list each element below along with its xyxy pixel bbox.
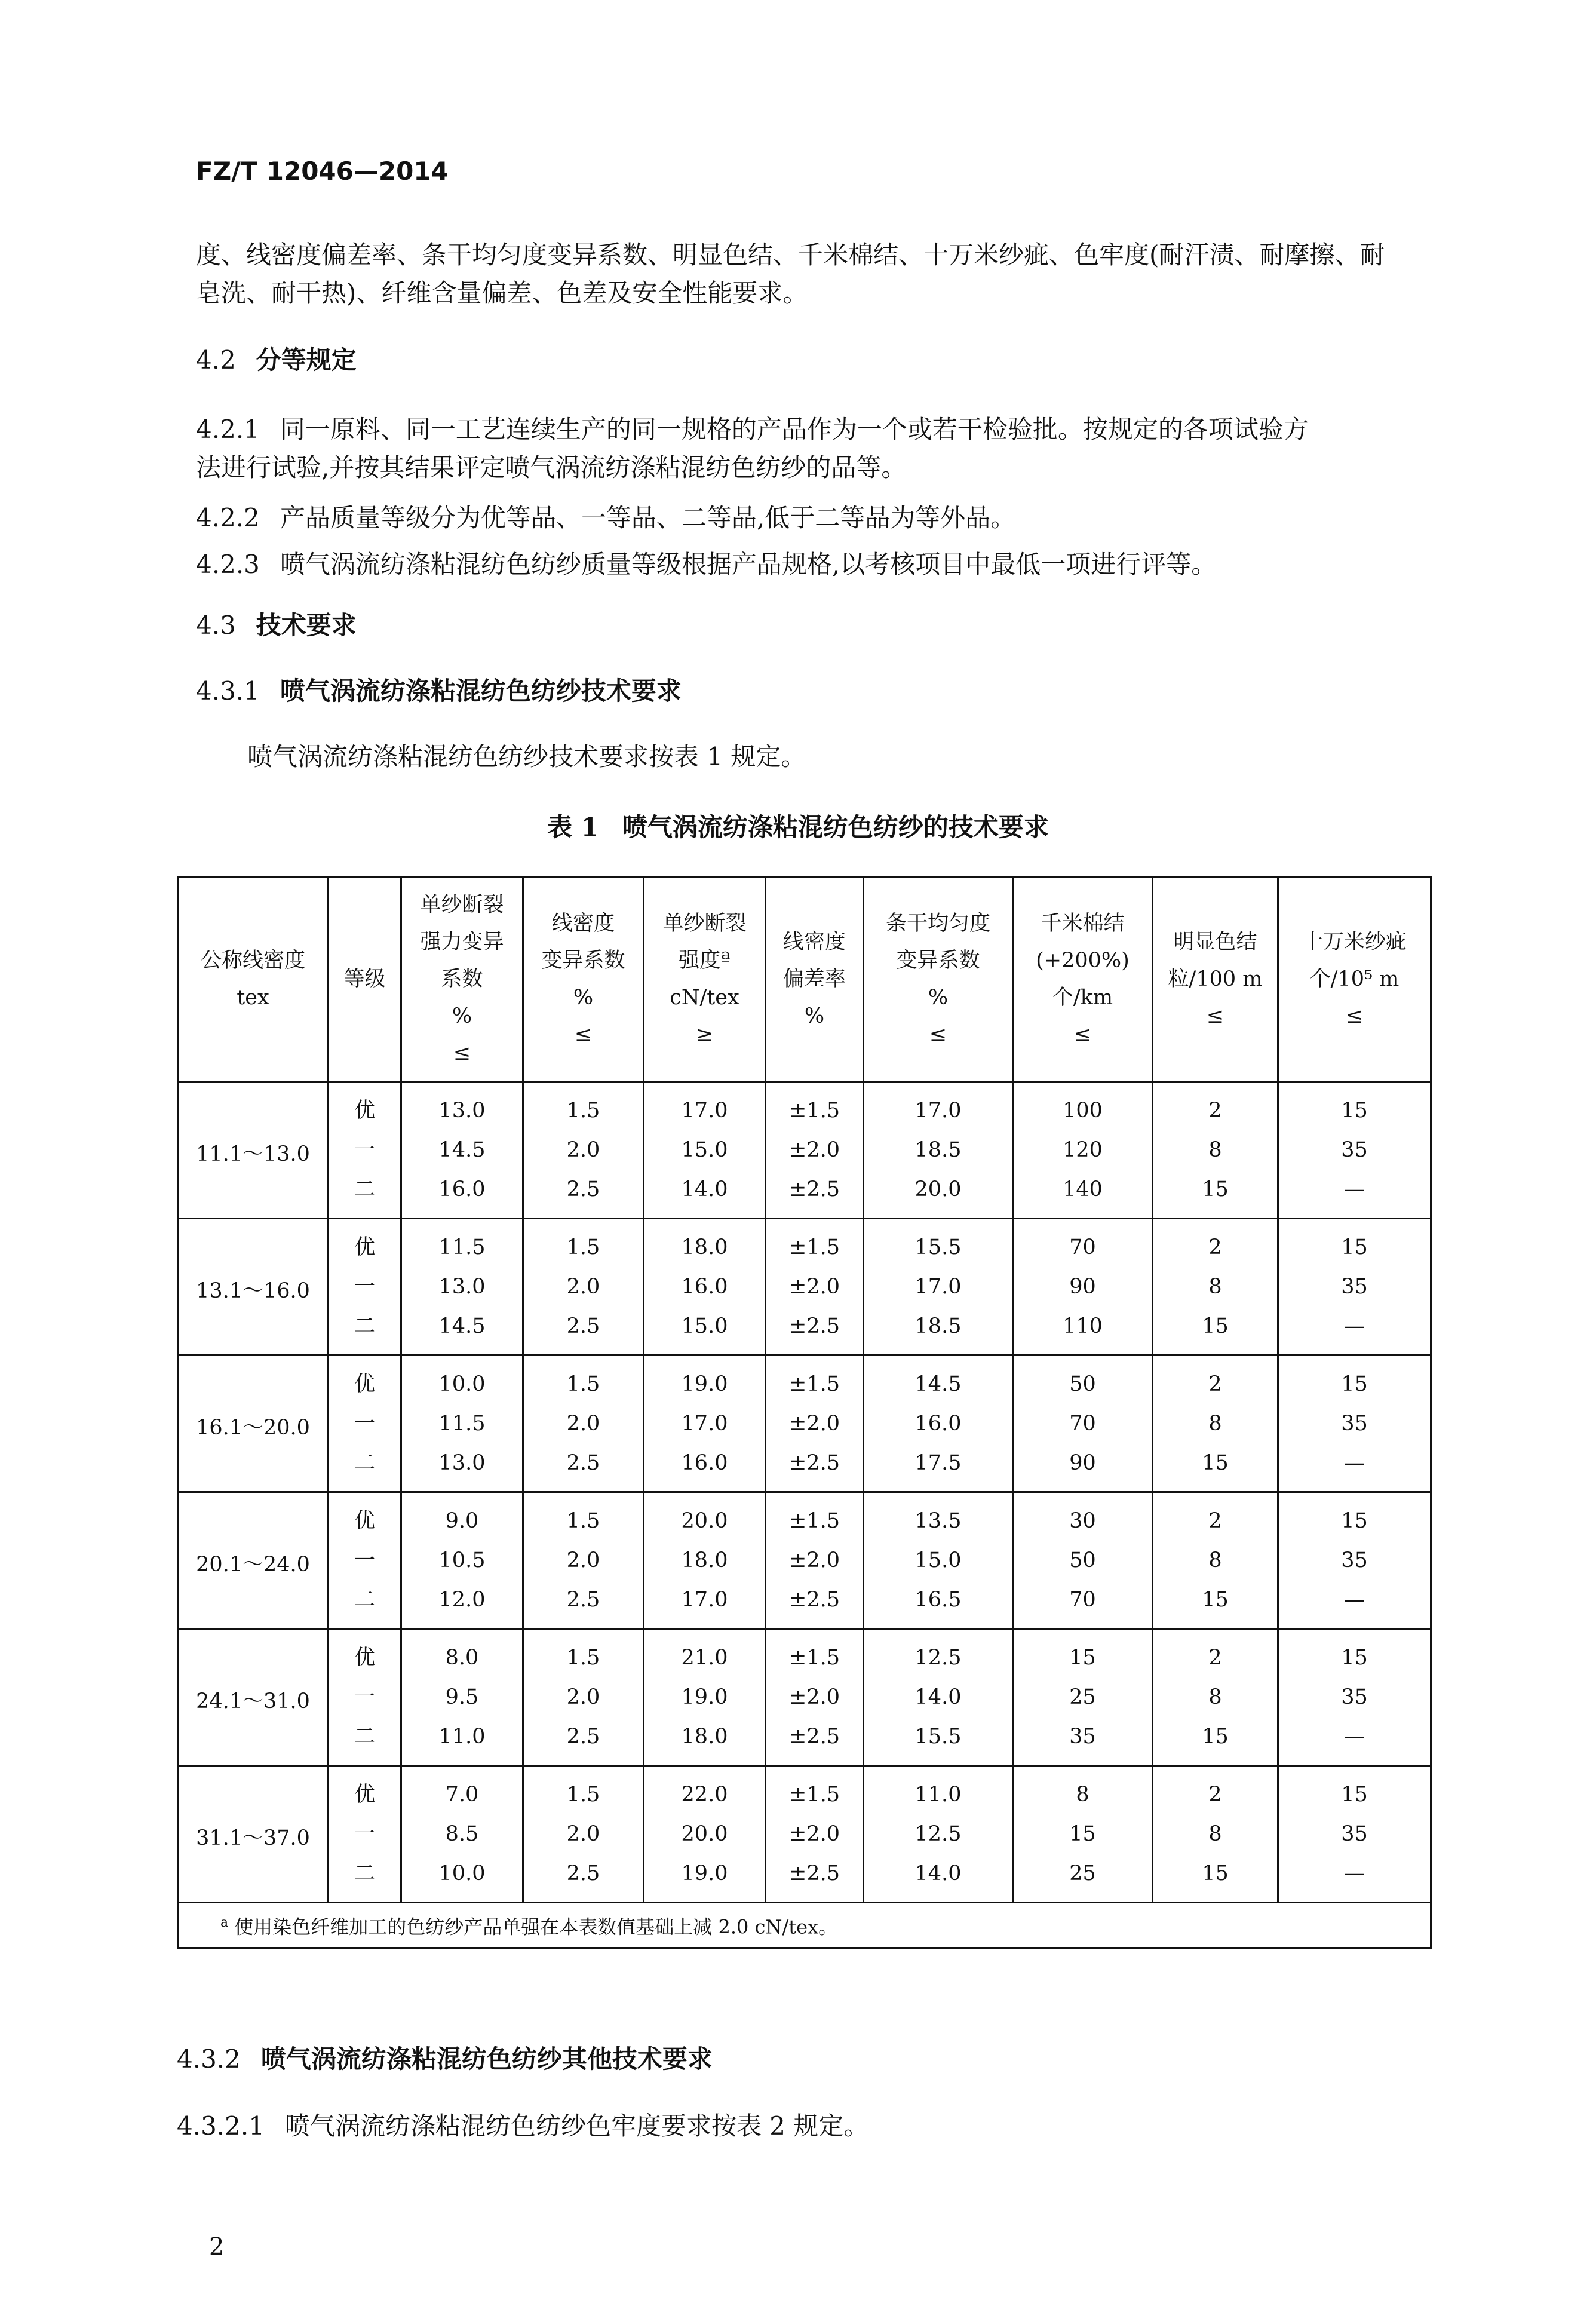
cell-evenness-cv: 20.0	[864, 1170, 1013, 1219]
cell-strength-cv: 7.0	[401, 1766, 523, 1815]
cell-evenness-cv: 11.0	[864, 1766, 1013, 1815]
cell-color-knots: 8	[1153, 1814, 1278, 1854]
col-header-density-cv: 线密度 变异系数 % ≤	[523, 877, 644, 1082]
table-row	[178, 1580, 1431, 1629]
cell-neps: 50	[1013, 1541, 1153, 1580]
cell-color-knots: 15	[1153, 1170, 1278, 1219]
cell-yarn-faults: 35	[1278, 1130, 1431, 1170]
table-header-row	[178, 877, 1431, 1082]
footnote-marker: a	[220, 1915, 229, 1930]
cell-density-deviation: ±1.5	[766, 1492, 864, 1541]
section-title: 技术要求	[256, 611, 357, 640]
table-row	[178, 1219, 1431, 1268]
cell-neps: 70	[1013, 1404, 1153, 1443]
cell-breaking-tenacity: 15.0	[644, 1307, 766, 1356]
cell-neps: 90	[1013, 1267, 1153, 1307]
cell-strength-cv: 8.0	[401, 1629, 523, 1678]
table-row	[178, 1307, 1431, 1356]
clause-number: 4.2.3	[196, 550, 260, 579]
cell-yarn-faults: 35	[1278, 1267, 1431, 1307]
cell-yarn-faults: 15	[1278, 1766, 1431, 1815]
clause-4-3-1-heading	[196, 674, 682, 709]
cell-density-deviation: ±2.5	[766, 1717, 864, 1766]
cell-density-deviation: ±1.5	[766, 1219, 864, 1268]
col-header-density-deviation: 线密度 偏差率 %	[766, 877, 864, 1082]
cell-neps: 70	[1013, 1219, 1153, 1268]
cell-color-knots: 15	[1153, 1443, 1278, 1492]
table-number: 表 1	[547, 812, 598, 842]
cell-strength-cv: 10.0	[401, 1356, 523, 1405]
col-header-evenness-cv: 条干均匀度 变异系数 % ≤	[864, 877, 1013, 1082]
cell-strength-cv: 10.5	[401, 1541, 523, 1580]
table-row	[178, 1541, 1431, 1580]
cell-strength-cv: 11.0	[401, 1717, 523, 1766]
cell-breaking-tenacity: 15.0	[644, 1130, 766, 1170]
cell-yarn-faults: 15	[1278, 1629, 1431, 1678]
footnote-text: 使用染色纤维加工的色纺纱产品单强在本表数值基础上减 2.0 cN/tex。	[234, 1915, 838, 1939]
clause-number: 4.3.2	[177, 2044, 241, 2074]
cell-breaking-tenacity: 16.0	[644, 1267, 766, 1307]
cell-density-cv: 2.5	[523, 1717, 644, 1766]
page-number: 2	[209, 2233, 225, 2261]
cell-grade: 一	[329, 1130, 401, 1170]
cell-color-knots: 8	[1153, 1541, 1278, 1580]
section-4-3-heading	[196, 608, 357, 643]
cell-yarn-faults: 35	[1278, 1404, 1431, 1443]
cell-evenness-cv: 15.5	[864, 1717, 1013, 1766]
section-title: 分等规定	[256, 345, 357, 375]
cell-nominal-density: 13.1～16.0	[178, 1219, 329, 1356]
cell-breaking-tenacity: 18.0	[644, 1219, 766, 1268]
cell-color-knots: 8	[1153, 1404, 1278, 1443]
cell-color-knots: 2	[1153, 1356, 1278, 1405]
cell-neps: 25	[1013, 1854, 1153, 1903]
cell-nominal-density: 11.1～13.0	[178, 1082, 329, 1219]
cell-yarn-faults: 35	[1278, 1678, 1431, 1717]
cell-breaking-tenacity: 22.0	[644, 1766, 766, 1815]
clause-text: 同一原料、同一工艺连续生产的同一规格的产品作为一个或若干检验批。按规定的各项试验方	[280, 415, 1309, 444]
cell-density-cv: 2.0	[523, 1814, 644, 1854]
cell-density-deviation: ±2.5	[766, 1580, 864, 1629]
cell-breaking-tenacity: 19.0	[644, 1356, 766, 1405]
table-row	[178, 1717, 1431, 1766]
cell-breaking-tenacity: 18.0	[644, 1717, 766, 1766]
cell-yarn-faults: 35	[1278, 1814, 1431, 1854]
col-header-grade: 等级	[329, 877, 401, 1082]
cell-color-knots: 8	[1153, 1130, 1278, 1170]
cell-evenness-cv: 14.5	[864, 1356, 1013, 1405]
cell-density-deviation: ±2.5	[766, 1443, 864, 1492]
cell-evenness-cv: 16.5	[864, 1580, 1013, 1629]
cell-nominal-density: 20.1～24.0	[178, 1492, 329, 1629]
cell-density-cv: 1.5	[523, 1492, 644, 1541]
cell-density-cv: 2.0	[523, 1404, 644, 1443]
cell-density-deviation: ±2.0	[766, 1267, 864, 1307]
cell-neps: 25	[1013, 1678, 1153, 1717]
cell-grade: 优	[329, 1356, 401, 1405]
section-number: 4.3	[196, 611, 236, 640]
cell-strength-cv: 13.0	[401, 1443, 523, 1492]
cell-evenness-cv: 13.5	[864, 1492, 1013, 1541]
cell-evenness-cv: 12.5	[864, 1629, 1013, 1678]
cell-strength-cv: 8.5	[401, 1814, 523, 1854]
cell-density-cv: 1.5	[523, 1629, 644, 1678]
cell-color-knots: 2	[1153, 1219, 1278, 1268]
cell-yarn-faults: 15	[1278, 1082, 1431, 1131]
cell-neps: 35	[1013, 1717, 1153, 1766]
cell-density-deviation: ±1.5	[766, 1356, 864, 1405]
table-row	[178, 1130, 1431, 1170]
cell-color-knots: 15	[1153, 1307, 1278, 1356]
cell-grade: 一	[329, 1678, 401, 1717]
cell-strength-cv: 14.5	[401, 1130, 523, 1170]
table-row	[178, 1854, 1431, 1903]
clause-number: 4.3.2.1	[177, 2111, 265, 2141]
cell-density-cv: 2.5	[523, 1307, 644, 1356]
clause-text: 产品质量等级分为优等品、一等品、二等品,低于二等品为等外品。	[280, 503, 1016, 532]
cell-grade: 优	[329, 1082, 401, 1131]
clause-4-2-2	[196, 501, 1015, 535]
table-row	[178, 1356, 1431, 1405]
col-header-neps-per-km: 千米棉结 (+200%) 个/km ≤	[1013, 877, 1153, 1082]
cell-density-cv: 2.0	[523, 1267, 644, 1307]
cell-grade: 一	[329, 1267, 401, 1307]
cell-density-deviation: ±2.5	[766, 1170, 864, 1219]
col-header-yarn-faults: 十万米纱疵 个/10⁵ m ≤	[1278, 877, 1431, 1082]
cell-strength-cv: 9.5	[401, 1678, 523, 1717]
cell-evenness-cv: 17.5	[864, 1443, 1013, 1492]
cell-nominal-density: 24.1～31.0	[178, 1629, 329, 1766]
cell-neps: 8	[1013, 1766, 1153, 1815]
cell-color-knots: 8	[1153, 1678, 1278, 1717]
cell-density-deviation: ±2.0	[766, 1814, 864, 1854]
cell-breaking-tenacity: 19.0	[644, 1678, 766, 1717]
cell-strength-cv: 12.0	[401, 1580, 523, 1629]
cell-yarn-faults: —	[1278, 1854, 1431, 1903]
cell-evenness-cv: 15.0	[864, 1541, 1013, 1580]
cell-breaking-tenacity: 17.0	[644, 1580, 766, 1629]
cell-evenness-cv: 17.0	[864, 1082, 1013, 1131]
cell-yarn-faults: —	[1278, 1170, 1431, 1219]
cell-grade: 一	[329, 1814, 401, 1854]
cell-density-deviation: ±2.0	[766, 1541, 864, 1580]
cell-yarn-faults: —	[1278, 1307, 1431, 1356]
cell-evenness-cv: 12.5	[864, 1814, 1013, 1854]
cell-neps: 15	[1013, 1814, 1153, 1854]
cell-density-deviation: ±2.5	[766, 1307, 864, 1356]
cell-neps: 15	[1013, 1629, 1153, 1678]
cell-strength-cv: 9.0	[401, 1492, 523, 1541]
cell-density-cv: 2.0	[523, 1130, 644, 1170]
cell-breaking-tenacity: 20.0	[644, 1492, 766, 1541]
cell-grade: 二	[329, 1580, 401, 1629]
cell-color-knots: 15	[1153, 1717, 1278, 1766]
clause-title: 喷气涡流纺涤粘混纺色纺纱技术要求	[280, 676, 682, 706]
cell-density-deviation: ±2.0	[766, 1678, 864, 1717]
cell-color-knots: 2	[1153, 1629, 1278, 1678]
technical-requirements-table	[177, 876, 1432, 1949]
cell-yarn-faults: —	[1278, 1717, 1431, 1766]
table-caption	[0, 808, 1596, 844]
cell-density-cv: 1.5	[523, 1766, 644, 1815]
table-row	[178, 1267, 1431, 1307]
clause-4-3-2-heading	[177, 2042, 713, 2077]
cell-strength-cv: 11.5	[401, 1404, 523, 1443]
cell-evenness-cv: 17.0	[864, 1267, 1013, 1307]
cell-nominal-density: 16.1～20.0	[178, 1356, 329, 1492]
cell-grade: 一	[329, 1541, 401, 1580]
cell-density-cv: 2.0	[523, 1541, 644, 1580]
cell-density-cv: 2.5	[523, 1443, 644, 1492]
clause-number: 4.2.2	[196, 503, 260, 532]
col-header-nominal-density: 公称线密度 tex	[178, 877, 329, 1082]
clause-title: 喷气涡流纺涤粘混纺色纺纱其他技术要求	[260, 2044, 713, 2074]
cell-evenness-cv: 16.0	[864, 1404, 1013, 1443]
cell-strength-cv: 10.0	[401, 1854, 523, 1903]
cell-neps: 90	[1013, 1443, 1153, 1492]
cell-evenness-cv: 18.5	[864, 1130, 1013, 1170]
cell-breaking-tenacity: 20.0	[644, 1814, 766, 1854]
cell-neps: 30	[1013, 1492, 1153, 1541]
paragraph-line: 喷气涡流纺涤粘混纺色纺纱技术要求按表 1 规定。	[247, 742, 806, 771]
cell-yarn-faults: —	[1278, 1580, 1431, 1629]
clause-text: 喷气涡流纺涤粘混纺色纺纱色牢度要求按表 2 规定。	[284, 2111, 869, 2141]
cell-grade: 二	[329, 1717, 401, 1766]
table-row	[178, 1404, 1431, 1443]
cell-color-knots: 15	[1153, 1854, 1278, 1903]
table-row	[178, 1814, 1431, 1854]
col-header-color-knots: 明显色结 粒/100 m ≤	[1153, 877, 1278, 1082]
document-header: FZ/T 12046—2014	[196, 157, 449, 186]
cell-neps: 50	[1013, 1356, 1153, 1405]
clause-number: 4.3.1	[196, 676, 260, 706]
cell-density-cv: 1.5	[523, 1356, 644, 1405]
cell-grade: 二	[329, 1170, 401, 1219]
table-row	[178, 1678, 1431, 1717]
cell-evenness-cv: 14.0	[864, 1854, 1013, 1903]
table-row	[178, 1082, 1431, 1131]
cell-density-deviation: ±2.0	[766, 1130, 864, 1170]
cell-color-knots: 2	[1153, 1492, 1278, 1541]
cell-density-deviation: ±1.5	[766, 1766, 864, 1815]
cell-grade: 二	[329, 1443, 401, 1492]
col-header-breaking-tenacity: 单纱断裂 强度ª cN/tex ≥	[644, 877, 766, 1082]
cell-evenness-cv: 18.5	[864, 1307, 1013, 1356]
cell-density-cv: 2.5	[523, 1170, 644, 1219]
cell-density-cv: 2.5	[523, 1580, 644, 1629]
cell-density-cv: 1.5	[523, 1082, 644, 1131]
cell-evenness-cv: 14.0	[864, 1678, 1013, 1717]
cell-density-deviation: ±1.5	[766, 1629, 864, 1678]
cell-strength-cv: 14.5	[401, 1307, 523, 1356]
table-row	[178, 1766, 1431, 1815]
cell-nominal-density: 31.1～37.0	[178, 1766, 329, 1903]
col-header-strength-cv: 单纱断裂 强力变异 系数 % ≤	[401, 877, 523, 1082]
clause-4-2-3	[196, 547, 1216, 582]
cell-neps: 120	[1013, 1130, 1153, 1170]
cell-strength-cv: 13.0	[401, 1267, 523, 1307]
table-row	[178, 1170, 1431, 1219]
paragraph-line: 度、线密度偏差率、条干均匀度变异系数、明显色结、千米棉结、十万米纱疵、色牢度(耐汗渍、耐摩擦、耐	[196, 240, 1385, 269]
clause-number: 4.2.1	[196, 415, 260, 444]
cell-breaking-tenacity: 17.0	[644, 1082, 766, 1131]
cell-yarn-faults: —	[1278, 1443, 1431, 1492]
cell-grade: 二	[329, 1854, 401, 1903]
cell-grade: 一	[329, 1404, 401, 1443]
paragraph-line: 法进行试验,并按其结果评定喷气涡流纺涤粘混纺色纺纱的品等。	[196, 453, 907, 482]
cell-breaking-tenacity: 17.0	[644, 1404, 766, 1443]
clause-text: 喷气涡流纺涤粘混纺色纺纱质量等级根据产品规格,以考核项目中最低一项进行评等。	[280, 550, 1217, 579]
clause-4-2-1	[196, 412, 1309, 447]
table-row	[178, 1443, 1431, 1492]
cell-neps: 100	[1013, 1082, 1153, 1131]
cell-evenness-cv: 15.5	[864, 1219, 1013, 1268]
paragraph-line: 皂洗、耐干热)、纤维含量偏差、色差及安全性能要求。	[196, 278, 808, 308]
cell-density-cv: 2.0	[523, 1678, 644, 1717]
cell-breaking-tenacity: 19.0	[644, 1854, 766, 1903]
cell-neps: 110	[1013, 1307, 1153, 1356]
table-row	[178, 1629, 1431, 1678]
cell-yarn-faults: 35	[1278, 1541, 1431, 1580]
section-4-2-heading	[196, 343, 357, 378]
clause-4-3-2-1	[177, 2109, 868, 2144]
cell-color-knots: 8	[1153, 1267, 1278, 1307]
table-title: 喷气涡流纺涤粘混纺色纺纱的技术要求	[622, 812, 1049, 842]
cell-grade: 优	[329, 1629, 401, 1678]
cell-grade: 优	[329, 1219, 401, 1268]
table-footnote	[178, 1903, 1431, 1948]
cell-yarn-faults: 15	[1278, 1492, 1431, 1541]
cell-breaking-tenacity: 16.0	[644, 1443, 766, 1492]
cell-neps: 70	[1013, 1580, 1153, 1629]
table-footnote-row	[178, 1903, 1431, 1948]
cell-breaking-tenacity: 18.0	[644, 1541, 766, 1580]
cell-strength-cv: 11.5	[401, 1219, 523, 1268]
cell-density-deviation: ±1.5	[766, 1082, 864, 1131]
cell-strength-cv: 16.0	[401, 1170, 523, 1219]
table-row	[178, 1492, 1431, 1541]
cell-density-deviation: ±2.5	[766, 1854, 864, 1903]
cell-yarn-faults: 15	[1278, 1356, 1431, 1405]
section-number: 4.2	[196, 345, 236, 375]
cell-color-knots: 2	[1153, 1082, 1278, 1131]
cell-breaking-tenacity: 21.0	[644, 1629, 766, 1678]
cell-grade: 优	[329, 1766, 401, 1815]
cell-neps: 140	[1013, 1170, 1153, 1219]
cell-color-knots: 2	[1153, 1766, 1278, 1815]
cell-density-deviation: ±2.0	[766, 1404, 864, 1443]
cell-density-cv: 1.5	[523, 1219, 644, 1268]
cell-breaking-tenacity: 14.0	[644, 1170, 766, 1219]
cell-strength-cv: 13.0	[401, 1082, 523, 1131]
cell-grade: 优	[329, 1492, 401, 1541]
cell-density-cv: 2.5	[523, 1854, 644, 1903]
cell-grade: 二	[329, 1307, 401, 1356]
cell-yarn-faults: 15	[1278, 1219, 1431, 1268]
cell-color-knots: 15	[1153, 1580, 1278, 1629]
